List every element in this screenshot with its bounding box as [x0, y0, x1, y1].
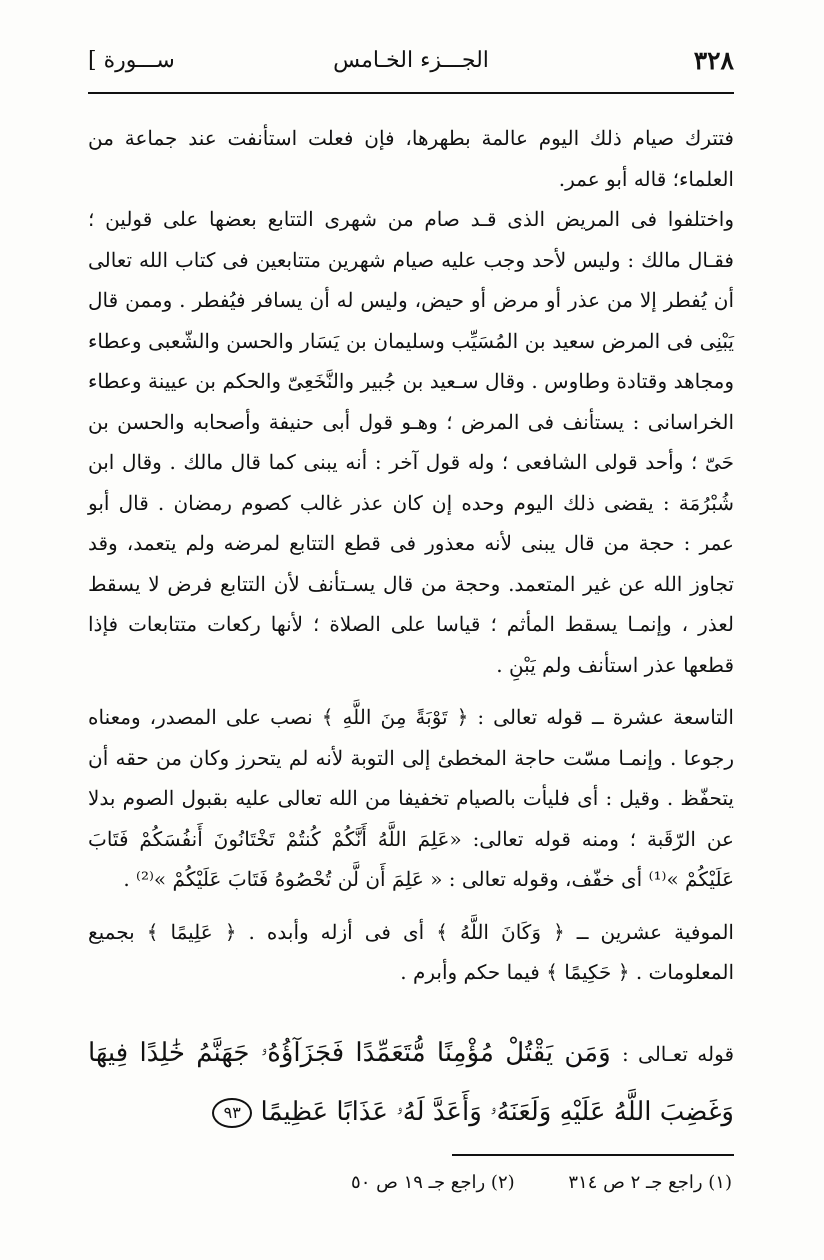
part-title: الجـــزء الخـامس [333, 48, 489, 73]
paragraph: فتترك صيام ذلك اليوم عالمة بطهرها، فإن فعلت استأنفت عند جماعة من العلماء؛ قاله أبو عمر. [88, 126, 734, 191]
page-number: ٣٢٨ [693, 46, 734, 75]
paragraph: التاسعة عشرة ــ قوله تعالى : ﴿ تَوْبَةً مِنَ اللَّهِ ﴾ نصب على المصدر، ومعناه رجوعا . وإنمـا مسّت حاجة المخطئ إلى التوبة لأنه لم يتحرز وكان من حقه أن يتحفّظ . وقيل : أى فليأت بالصيام تخفيفا من الله تعالى عليه بقبول الصوم بدلا عن الرّقَبة ؛ ومنه قوله تعالى: «عَلِمَ اللَّهُ أَنَّكُمْ كُنتُمْ تَخْتَانُونَ أَنفُسَكُمْ فَتَابَ عَلَيْكُمْ »⁽¹⁾ أى خفّف، وقوله تعالى : « عَلِمَ أَن لَّن تُحْصُوهُ فَتَابَ عَلَيْكُمْ »⁽²⁾ . [88, 705, 734, 891]
commentary-text [88, 118, 734, 993]
footnote-divider [452, 1154, 734, 1156]
verse-text: وَمَن يَقْتُلْ مُؤْمِنًا مُّتَعَمِّدًا فَجَزَآؤُهُۥ جَهَنَّمُ خَٰلِدًا فِيهَا وَغَضِبَ اللَّهُ عَلَيْهِ وَلَعَنَهُۥ وَأَعَدَّ لَهُۥ عَذَابًا عَظِيمًا [88, 1038, 734, 1127]
footnote-2: (٢) راجع جـ ١٩ ص ٥٠ [351, 1172, 515, 1193]
footnotes [351, 1172, 732, 1193]
footnote-1: (١) راجع جـ ٢ ص ٣١٤ [568, 1172, 732, 1193]
page-header [88, 44, 734, 94]
quran-verse [88, 1024, 734, 1141]
paragraph: الموفية عشرين ــ ﴿ وَكَانَ اللَّهُ ﴾ أى فى أزله وأبده . ﴿ عَلِيمًا ﴾ بجميع المعلومات . ﴿ حَكِيمًا ﴾ فيما حكم وأبرم . [88, 919, 734, 984]
ayah-number-marker: ٩٣ [212, 1098, 252, 1128]
surah-label: [ ســـورة [88, 48, 175, 73]
verse-label: قوله تعـالى : [621, 1042, 735, 1066]
paragraph: واختلفوا فى المريض الذى قـد صام من شهرى التتابع بعضها على قولين ؛ فقـال مالك : وليس لأحد وجب عليه صيام شهرين متتابعين فى كتاب الله تعالى أن يُفطر إلا من عذر أو مرض أو حيض، وليس له أن يسافر فيُفطر . وممن قال يَبْنِى فى المرض سعيد بن المُسَيِّب وسليمان بن يَسَار والحسن والشّعبى وعطاء ومجاهد وقتادة وطاوس . وقال سـعيد بن جُبير والنَّخَعِىّ والحكم بن عيينة وعطاء الخراسانى : يستأنف فى المرض ؛ وهـو قول أبى حنيفة وأصحابه والحسن بن حَىّ ؛ وأحد قولى الشافعى ؛ وله قول آخر : أنه يبنى كما قال مالك . وقال ابن شُبْرُمَة : يقضى ذلك اليوم وحده إن كان عذر غالب كصوم رمضان . قال أبو عمر : حجة من قال يبنى لأنه معذور فى قطع التتابع لمرضه ولم يتعمد، وقد تجاوز الله عن غير المتعمد. وحجة من قال يسـتأنف لأن التتابع فرض لا يسقط لعذر ، وإنمـا يسقط المأثم ؛ قياسا على الصلاة ؛ لأنها ركعات متتابعات فإذا قطعها عذر استأنف ولم يَبْنِ . [88, 207, 734, 677]
